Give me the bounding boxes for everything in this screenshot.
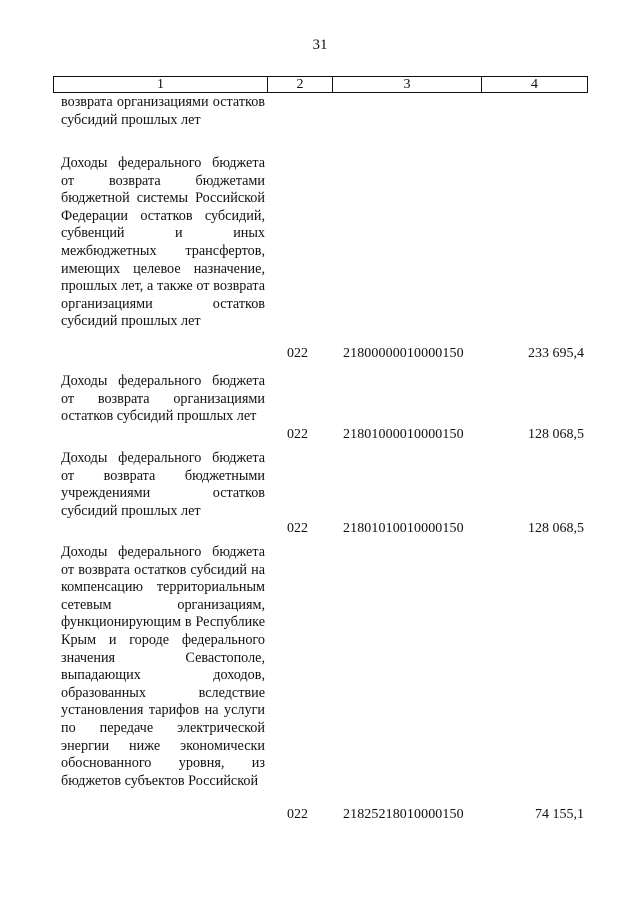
row-kbk-code: 21825218010000150	[343, 807, 464, 822]
row-admin-code: 022	[287, 346, 308, 361]
row-description: возврата организациями остатков субсидий прошлых лет	[61, 94, 265, 128]
row-admin-code: 022	[287, 427, 308, 442]
row-admin-code: 022	[287, 807, 308, 822]
header-col-4: 4	[481, 76, 588, 93]
row-description: Доходы федерального бюджета от возврата бюджетными учреждениями остатков субсидий прошлых лет	[61, 450, 265, 519]
page-number: 31	[312, 37, 328, 53]
header-col-1: 1	[53, 76, 268, 93]
row-description: Доходы федерального бюджета от возврата бюджетами бюджетной системы Российской Федерации остатков субсидий, субвенций и иных межбюджетных трансфертов, имеющих целевое назначение, прошлых лет, а также от возврата организациями остатков субсидий прошлых лет	[61, 155, 265, 330]
row-admin-code: 022	[287, 521, 308, 536]
row-description: Доходы федерального бюджета от возврата организациями остатков субсидий прошлых лет	[61, 373, 265, 425]
row-kbk-code: 21800000010000150	[343, 346, 464, 361]
row-kbk-code: 21801000010000150	[343, 427, 464, 442]
header-col-3: 3	[332, 76, 482, 93]
row-amount: 74 155,1	[535, 807, 584, 822]
row-amount: 128 068,5	[528, 427, 584, 442]
header-col-2: 2	[267, 76, 333, 93]
row-description: Доходы федерального бюджета от возврата остатков субсидий на компенсацию территориальным сетевым организациям, функционирующим в Республике Крым и городе федерального значения Севастополе, выпадающих доходов, образованных вследствие установления тарифов на услуги по передаче электрической энергии ниже экономически обоснованного уровня, из бюджетов субъектов Российской	[61, 544, 265, 789]
row-amount: 233 695,4	[528, 346, 584, 361]
row-amount: 128 068,5	[528, 521, 584, 536]
row-kbk-code: 21801010010000150	[343, 521, 464, 536]
